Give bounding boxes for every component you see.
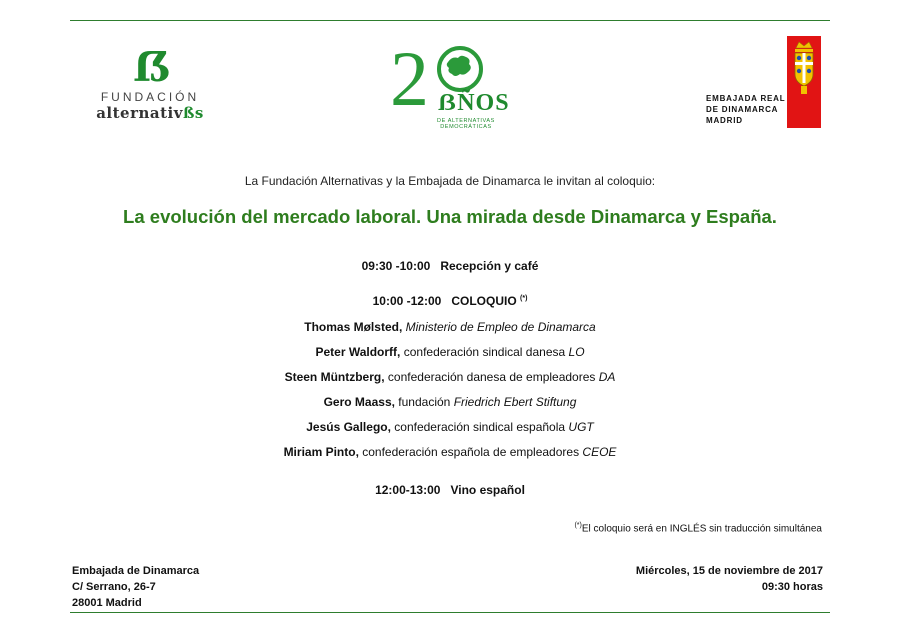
speaker-name: Miriam Pinto, — [283, 445, 359, 459]
event-date: Miércoles, 15 de noviembre de 2017 — [635, 565, 823, 577]
speaker-name: Peter Waldorff, — [315, 345, 401, 359]
embassy-logo-text — [706, 93, 785, 126]
address-line1: Embajada de Dinamarca — [72, 565, 200, 577]
twenty-years-logo — [390, 35, 510, 135]
colloquium-label: COLOQUIO — [451, 294, 517, 308]
speaker-row — [0, 445, 900, 459]
speaker-role: confederación sindical española — [394, 420, 566, 434]
embassy-logo-line1: EMBAJADA REAL — [706, 94, 786, 103]
speaker-row — [0, 395, 900, 409]
embassy-logo-line3: MADRID — [706, 116, 743, 125]
speaker-row — [0, 345, 900, 359]
fa-mark-icon: ẞ — [133, 44, 167, 91]
speaker-org: Friedrich Ebert Stiftung — [453, 395, 577, 409]
bottom-divider — [70, 612, 830, 613]
royal-crest-icon — [792, 40, 816, 98]
note-mark: (*) — [574, 522, 582, 529]
agenda-colloquium — [0, 294, 900, 308]
agenda-reception — [0, 259, 900, 273]
fa-logo-line2-main: alternativ — [96, 104, 183, 122]
fa-logo-line1: FUNDACIÓN — [100, 90, 200, 104]
fa-logo-line2 — [90, 104, 210, 122]
anniversary-small2: DEMOCRÁTICAS — [440, 124, 492, 130]
speaker-role: confederación sindical danesa — [403, 345, 566, 359]
colloquium-footnote-mark: (*) — [520, 295, 528, 302]
event-title: La evolución del mercado laboral. Una mirada desde Dinamarca y España. — [123, 206, 777, 227]
speaker-role: confederación danesa de empleadores — [387, 370, 596, 384]
speaker-org: DA — [598, 370, 616, 384]
address-line2: C/ Serrano, 26-7 — [72, 581, 156, 593]
speaker-org: Ministerio de Empleo de Dinamarca — [405, 320, 596, 334]
anniversary-small1: DE ALTERNATIVAS — [437, 118, 495, 124]
speaker-org: LO — [568, 345, 585, 359]
anos-label: ẞÑOS — [438, 90, 510, 116]
address-line3: 28001 Madrid — [72, 597, 142, 609]
speaker-role: fundación — [398, 395, 451, 409]
speaker-org: UGT — [568, 420, 594, 434]
embassy-logo — [706, 36, 821, 128]
event-time: 09:30 horas — [761, 581, 823, 593]
speaker-role: confederación española de empleadores — [362, 445, 580, 459]
colloquium-time: 10:00 -12:00 — [372, 294, 442, 308]
language-note — [574, 522, 822, 534]
speaker-name: Thomas Mølsted, — [304, 320, 403, 334]
top-divider — [70, 20, 830, 21]
wine-label: Vino español — [450, 483, 525, 497]
reception-time: 09:30 -10:00 — [361, 259, 431, 273]
anniversary-subtitle — [436, 118, 496, 130]
venue-address — [72, 563, 199, 611]
speaker-row — [0, 320, 900, 334]
invitation-text: La Fundación Alternativas y la Embajada de Dinamarca le invitan al coloquio: — [244, 174, 656, 188]
fa-logo-line2-accent: ßs — [182, 104, 204, 122]
note-text: El coloquio será en INGLÉS sin traducción simultánea — [581, 523, 822, 535]
speaker-row — [0, 420, 900, 434]
embassy-logo-line2: DE DINAMARCA — [706, 105, 779, 114]
speaker-row — [0, 370, 900, 384]
speaker-name: Gero Maass, — [323, 395, 395, 409]
fundacion-alternativas-logo — [90, 44, 210, 122]
reception-label: Recepción y café — [440, 259, 539, 273]
globe-icon — [434, 46, 486, 92]
wine-time: 12:00-13:00 — [375, 483, 441, 497]
speaker-name: Steen Müntzberg, — [284, 370, 385, 384]
agenda-wine — [0, 483, 900, 497]
event-datetime — [636, 563, 823, 595]
speaker-org: CEOE — [582, 445, 617, 459]
speaker-name: Jesús Gallego, — [306, 420, 391, 434]
twenty-numeral: 2 — [390, 35, 429, 122]
